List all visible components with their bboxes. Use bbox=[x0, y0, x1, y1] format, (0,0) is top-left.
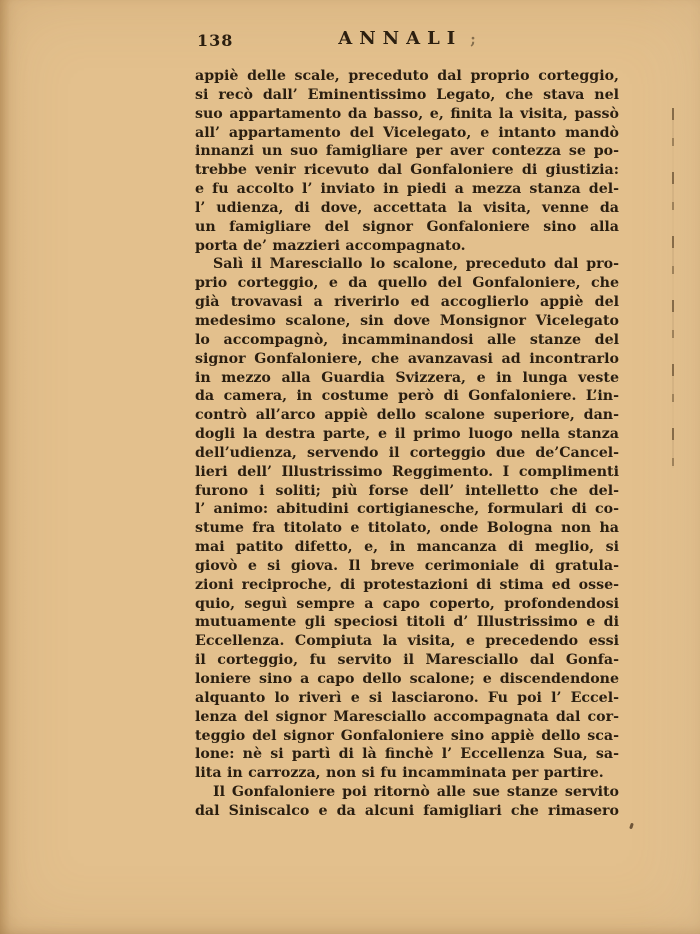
text-line: lenza del signor Maresciallo accompagnata dal cor- bbox=[195, 708, 619, 725]
text-line: quio, seguì sempre a capo coperto, profondendosi bbox=[195, 595, 619, 612]
text-line: lo accompagnò, incamminandosi alle stanze del bbox=[195, 331, 619, 348]
text-line: all’ appartamento del Vicelegato, e intanto mandò bbox=[195, 124, 619, 141]
page-header bbox=[195, 28, 619, 52]
text-line: contrò all’arco appiè dello scalone superiore, dan- bbox=[195, 407, 619, 424]
text-line: suo appartamento da basso, e, finita la visita, passò bbox=[195, 105, 619, 122]
running-title-mark: ; bbox=[470, 30, 476, 48]
text-line: dogli la destra parte, e il primo luogo nella stanza bbox=[195, 426, 619, 443]
text-line: l’ animo: abitudini cortigianesche, formulari di co- bbox=[195, 501, 619, 518]
text-line: dell’udienza, servendo il corteggio due de’Cancel- bbox=[195, 444, 619, 461]
text-line: loniere sino a capo dello scalone; e discendendone bbox=[195, 671, 619, 687]
text-line-paragraph-end: lita in carrozza, non si fu incamminata per partire. bbox=[195, 765, 604, 782]
text-line-paragraph-end: porta de’ mazzieri accompagnato. bbox=[195, 237, 466, 254]
text-line: signor Gonfaloniere, che avanzavasi ad incontrarlo bbox=[195, 350, 619, 367]
body-text bbox=[195, 67, 619, 821]
text-line: l’ udienza, di dove, accettata la visita, venne da bbox=[195, 199, 619, 216]
text-line: mutuamente gli speciosi titoli d’ Illustrissimo e di bbox=[195, 614, 619, 631]
text-line: già trovavasi a riverirlo ed accoglierlo appiè del bbox=[195, 294, 619, 311]
text-line: furono i soliti; più forse dell’ intelletto che del- bbox=[195, 482, 619, 499]
text-line: appiè delle scale, preceduto dal proprio corteggio, bbox=[195, 68, 619, 84]
text-line: lieri dell’ Illustrissimo Reggimento. I complimenti bbox=[195, 463, 619, 480]
running-title bbox=[195, 28, 619, 49]
text-line: trebbe venir ricevuto dal Gonfaloniere di giustizia: bbox=[195, 162, 619, 179]
text-line: innanzi un suo famigliare per aver contezza se po- bbox=[195, 143, 619, 160]
text-line: giovò e si giova. Il breve cerimoniale di gratula- bbox=[195, 557, 619, 574]
text-line: dal Siniscalco e da alcuni famigliari che rimasero bbox=[195, 802, 619, 819]
text-line: in mezzo alla Guardia Svizzera, e in lunga veste bbox=[195, 369, 619, 386]
running-title-text: ANNALI bbox=[338, 28, 463, 49]
text-line: medesimo scalone, sin dove Monsignor Vicelegato bbox=[195, 312, 619, 329]
text-line: zioni reciproche, di protestazioni di stima ed osse- bbox=[195, 576, 619, 593]
text-line: da camera, in costume però di Gonfaloniere. L’in- bbox=[195, 388, 619, 405]
text-line-paragraph-start: Il Gonfaloniere poi ritornò alle sue stanze servito bbox=[213, 784, 619, 801]
text-line: prio corteggio, e da quello del Gonfaloniere, che bbox=[195, 275, 619, 292]
text-line: il corteggio, fu servito il Maresciallo dal Gonfa- bbox=[195, 652, 619, 669]
text-line: teggio del signor Gonfaloniere sino appiè dello sca- bbox=[195, 727, 619, 744]
text-line: si recò dall’ Eminentissimo Legato, che stava nel bbox=[195, 86, 619, 103]
text-line: stume fra titolato e titolato, onde Bologna non ha bbox=[195, 520, 619, 537]
text-line-paragraph-start: Salì il Maresciallo lo scalone, preceduto dal pro- bbox=[213, 256, 619, 273]
page-number: 138 bbox=[197, 31, 234, 50]
text-line: alquanto lo riverì e si lasciarono. Fu poi l’ Eccel- bbox=[195, 689, 619, 706]
text-line: mai patito difetto, e, in mancanza di meglio, si bbox=[195, 539, 619, 556]
text-line: lone: nè si partì di là finchè l’ Eccellenza Sua, sa- bbox=[195, 746, 619, 763]
text-line: e fu accolto l’ inviato in piedi a mezza stanza del- bbox=[195, 181, 619, 198]
text-line: Eccellenza. Compiuta la visita, e precedendo essi bbox=[195, 633, 619, 650]
scan-artifact-dashed-line bbox=[672, 108, 674, 468]
text-line: un famigliare del signor Gonfaloniere sino alla bbox=[195, 218, 619, 235]
